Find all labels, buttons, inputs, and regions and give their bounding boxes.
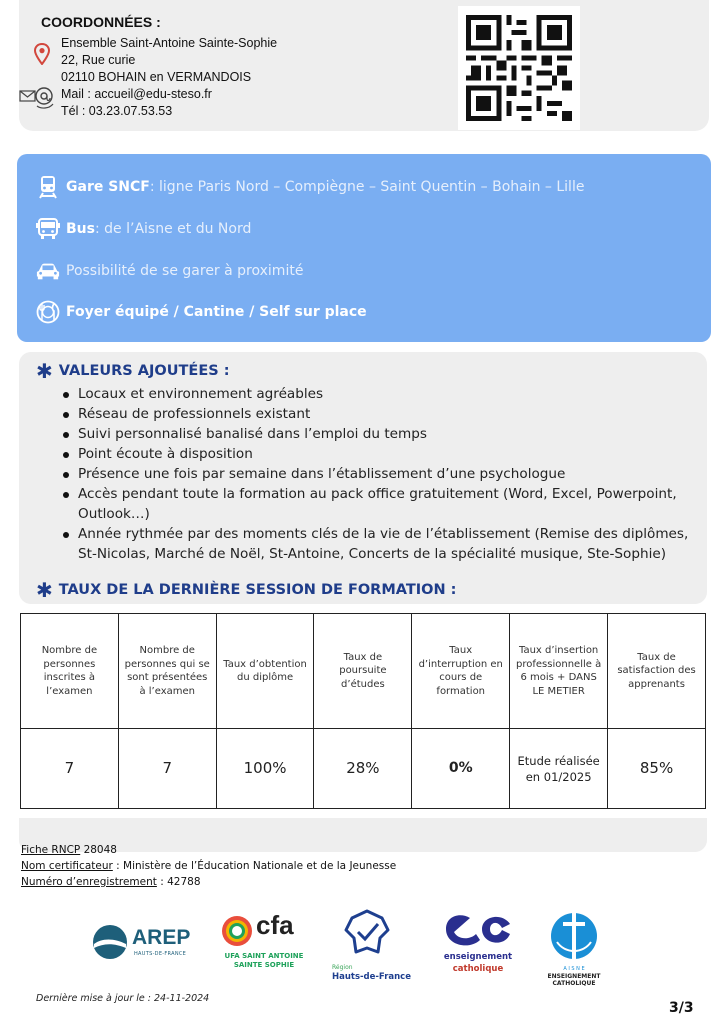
- arep-sub: HAUTS-DE-FRANCE: [134, 951, 187, 957]
- rncp-enreg-value: : 42788: [156, 876, 201, 888]
- ec-line2: catholique: [452, 964, 504, 974]
- location-pin-icon: [34, 43, 50, 65]
- rncp-fiche-value: 28048: [80, 844, 117, 856]
- header-cell: Taux d’interruption en cours de formation: [412, 614, 510, 729]
- value-cell: 28%: [314, 729, 412, 809]
- rncp-certif-value: : Ministère de l’Éducation Nationale et de la Jeunesse: [112, 860, 397, 872]
- bus-label: Bus: [66, 221, 95, 237]
- rncp-fiche-link[interactable]: Fiche RNCP: [21, 844, 81, 856]
- list-item: Réseau de professionnels existant: [78, 404, 698, 424]
- contact-phone: Tél : 03.23.07.53.53: [61, 104, 173, 118]
- region-name: Hauts-de-France: [332, 972, 411, 982]
- rncp-card: [19, 818, 707, 852]
- region-logo: [330, 908, 410, 986]
- train-label: Gare SNCF: [66, 179, 150, 195]
- cfa-logo: [218, 912, 310, 976]
- page-number: 3/3: [669, 1000, 694, 1016]
- mail-phone-icon: [19, 85, 57, 111]
- ec-emblem-icon: [442, 910, 514, 948]
- train-text: : ligne Paris Nord – Compiègne – Saint Quentin – Bohain – Lille: [149, 179, 585, 195]
- valeurs-title-text: VALEURS AJOUTÉES :: [58, 363, 230, 379]
- aisne-line1: A I S N E: [563, 966, 585, 972]
- arep-logo: [92, 920, 202, 964]
- bus-icon: [36, 217, 60, 241]
- rncp-enregistrement: [21, 876, 201, 888]
- transport-food-row: [36, 300, 367, 324]
- arep-name: AREP: [132, 926, 191, 949]
- car-icon: [36, 259, 60, 283]
- cfa-sub1: UFA SAINT ANTOINE: [224, 952, 304, 960]
- food-label: Foyer équipé / Cantine / Self sur place: [66, 304, 367, 320]
- transport-train-row: [36, 175, 584, 199]
- table-row: [21, 729, 706, 809]
- list-item: Suivi personnalisé banalisé dans l’emploi du temps: [78, 424, 698, 444]
- contact-title: COORDONNÉES :: [41, 14, 161, 30]
- rncp-certif-link[interactable]: Nom certificateur: [21, 860, 113, 872]
- list-item: Présence une fois par semaine dans l’établissement d’une psychologue: [78, 464, 698, 484]
- ec-line1: enseignement: [443, 952, 513, 962]
- transport-parking-row: [36, 259, 303, 283]
- rncp-fiche: [21, 844, 117, 856]
- value-cell: 7: [118, 729, 216, 809]
- list-item: Locaux et environnement agréables: [78, 384, 698, 404]
- cfa-emblem-icon: [220, 914, 254, 948]
- value-cell: 7: [21, 729, 119, 809]
- region-small: Région: [332, 964, 353, 971]
- contact-address-name: Ensemble Saint-Antoine Sainte-Sophie: [61, 36, 278, 50]
- region-map-icon: [342, 908, 392, 958]
- train-icon: [36, 175, 60, 199]
- value-cell: 0%: [412, 729, 510, 809]
- cfa-name: cfa: [256, 910, 294, 940]
- value-cell: 100%: [216, 729, 314, 809]
- header-cell: Taux d’obtention du diplôme: [216, 614, 314, 729]
- contact-street: 22, Rue curie: [61, 53, 136, 67]
- rncp-certificateur: [21, 860, 396, 872]
- bus-text: : de l’Aisne et du Nord: [94, 221, 252, 237]
- taux-title-text: TAUX DE LA DERNIÈRE SESSION DE FORMATION :: [58, 582, 457, 598]
- cfa-sub2: SAINTE SOPHIE: [233, 961, 295, 969]
- qr-code[interactable]: [458, 6, 580, 130]
- aisne-emblem-icon: [549, 902, 599, 964]
- aisne-logo: [538, 902, 610, 994]
- parking-text: Possibilité de se garer à proximité: [66, 263, 304, 279]
- header-cell: Taux de poursuite d’études: [314, 614, 412, 729]
- contact-mail: Mail : accueil@edu-steso.fr: [61, 87, 212, 101]
- contact-city: 02110 BOHAIN en VERMANDOIS: [61, 70, 252, 84]
- aisne-line3: CATHOLIQUE: [552, 980, 596, 987]
- list-item: Année rythmée par des moments clés de la vie de l’établissement (Remise des diplômes, St-Nicolas, Marché de Noël, St-Antoine, Concerts de la spécialité musique, Ste-Sophie): [78, 524, 698, 564]
- rncp-enreg-link[interactable]: Numéro d’enregistrement: [21, 876, 157, 888]
- header-cell: Taux d’insertion professionnelle à 6 mois + DANS LE METIER: [510, 614, 608, 729]
- asterisk-icon: ✱: [36, 359, 53, 383]
- qr-code-image: [466, 14, 572, 122]
- value-cell: Etude réalisée en 01/2025: [510, 729, 608, 809]
- arep-emblem-icon: [92, 924, 128, 960]
- header-cell: Nombre de personnes inscrites à l’examen: [21, 614, 119, 729]
- enseignement-catholique-logo: [440, 910, 516, 980]
- transport-bus-row: [36, 217, 251, 241]
- cutlery-plate-icon: [36, 300, 60, 324]
- valeurs-title: [36, 361, 230, 381]
- valeurs-list: [78, 384, 698, 564]
- list-item: Accès pendant toute la formation au pack office gratuitement (Word, Excel, Powerpoint, Outlook…): [78, 484, 698, 524]
- last-update: Dernière mise à jour le : 24-11-2024: [36, 993, 210, 1004]
- list-item: Point écoute à disposition: [78, 444, 698, 464]
- header-cell: Nombre de personnes qui se sont présentées à l’examen: [118, 614, 216, 729]
- asterisk-icon: ✱: [36, 578, 53, 602]
- taux-title: [36, 580, 456, 600]
- table-header-row: [21, 614, 706, 729]
- value-cell: 85%: [608, 729, 706, 809]
- stats-table: [20, 613, 706, 809]
- aisne-line2: ENSEIGNEMENT: [547, 973, 601, 980]
- header-cell: Taux de satisfaction des apprenants: [608, 614, 706, 729]
